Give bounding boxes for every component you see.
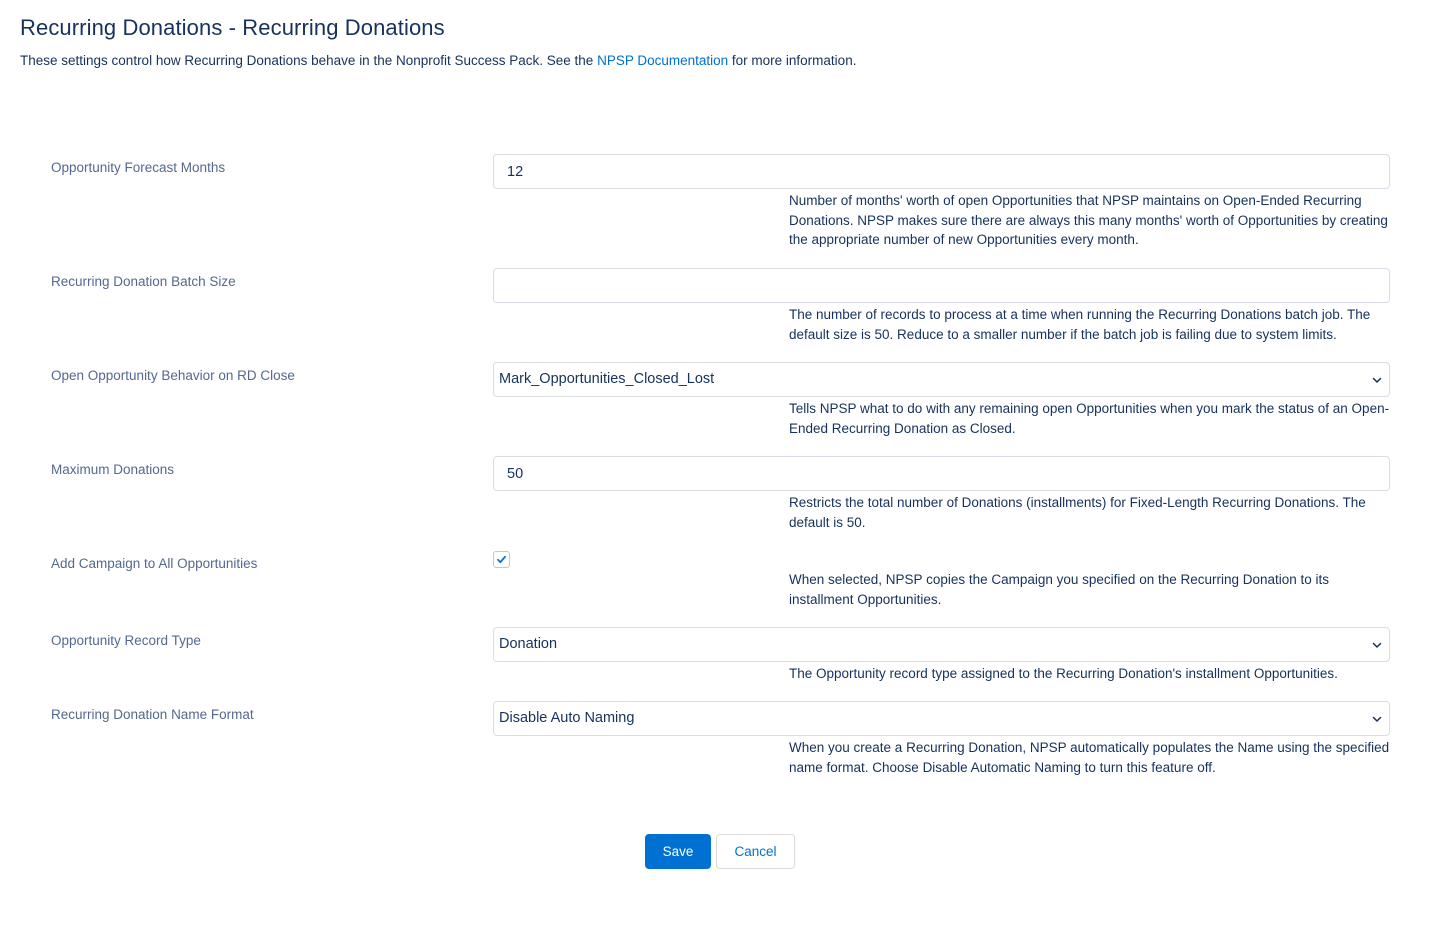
name-format-selected-value: Disable Auto Naming	[499, 710, 635, 726]
forecast-months-label: Opportunity Forecast Months	[51, 160, 226, 175]
close-behavior-help: Tells NPSP what to do with any remaining open Opportunities when you mark the status of an Open-Ended Recurring Donation as Closed.	[789, 401, 1390, 436]
npsp-documentation-link[interactable]: NPSP Documentation	[597, 53, 729, 68]
max-donations-help: Restricts the total number of Donations (installments) for Fixed-Length Recurring Donations. The default is 50.	[789, 495, 1366, 530]
add-campaign-label: Add Campaign to All Opportunities	[51, 556, 258, 571]
name-format-select[interactable]	[493, 701, 1390, 736]
chevron-down-icon	[1371, 639, 1383, 651]
forecast-months-input[interactable]	[493, 154, 1390, 189]
chevron-down-icon	[1371, 713, 1383, 725]
record-type-select[interactable]	[493, 627, 1390, 662]
intro-text-prefix: These settings control how Recurring Donations behave in the Nonprofit Success Pack. See the	[20, 53, 598, 68]
batch-size-help: The number of records to process at a time when running the Recurring Donations batch job. The default size is 50. Reduce to a smaller number if the batch job is failing due to system limits.	[789, 307, 1371, 342]
name-format-label: Recurring Donation Name Format	[51, 707, 254, 722]
record-type-selected-value: Donation	[499, 636, 558, 652]
max-donations-label: Maximum Donations	[51, 462, 175, 477]
batch-size-label: Recurring Donation Batch Size	[51, 274, 236, 289]
close-behavior-select[interactable]	[493, 362, 1390, 397]
max-donations-input[interactable]	[493, 456, 1390, 491]
close-behavior-label: Open Opportunity Behavior on RD Close	[51, 368, 295, 383]
record-type-label: Opportunity Record Type	[51, 633, 201, 648]
page-title: Recurring Donations - Recurring Donations	[20, 15, 445, 40]
record-type-help: The Opportunity record type assigned to the Recurring Donation's installment Opportunities.	[789, 666, 1338, 681]
name-format-help: When you create a Recurring Donation, NPSP automatically populates the Name using the specified name format. Choose Disable Automatic Naming to turn this feature off.	[789, 740, 1390, 775]
page-intro	[20, 53, 856, 68]
add-campaign-checkbox[interactable]	[493, 551, 510, 568]
chevron-down-icon	[1371, 374, 1383, 386]
cancel-button[interactable]: Cancel	[716, 834, 795, 869]
close-behavior-selected-value: Mark_Opportunities_Closed_Lost	[499, 371, 715, 387]
batch-size-input[interactable]	[493, 268, 1390, 303]
intro-text-suffix: for more information.	[728, 53, 857, 68]
save-button[interactable]: Save	[645, 834, 711, 869]
forecast-months-help: Number of months' worth of open Opportunities that NPSP maintains on Open-Ended Recurring Donations. NPSP makes sure there are always this many months' worth of Opportunities by creating the appropriate number of new Opportunities every month.	[789, 193, 1388, 247]
add-campaign-help: When selected, NPSP copies the Campaign you specified on the Recurring Donation to its installment Opportunities.	[789, 572, 1330, 607]
check-icon	[496, 554, 507, 565]
